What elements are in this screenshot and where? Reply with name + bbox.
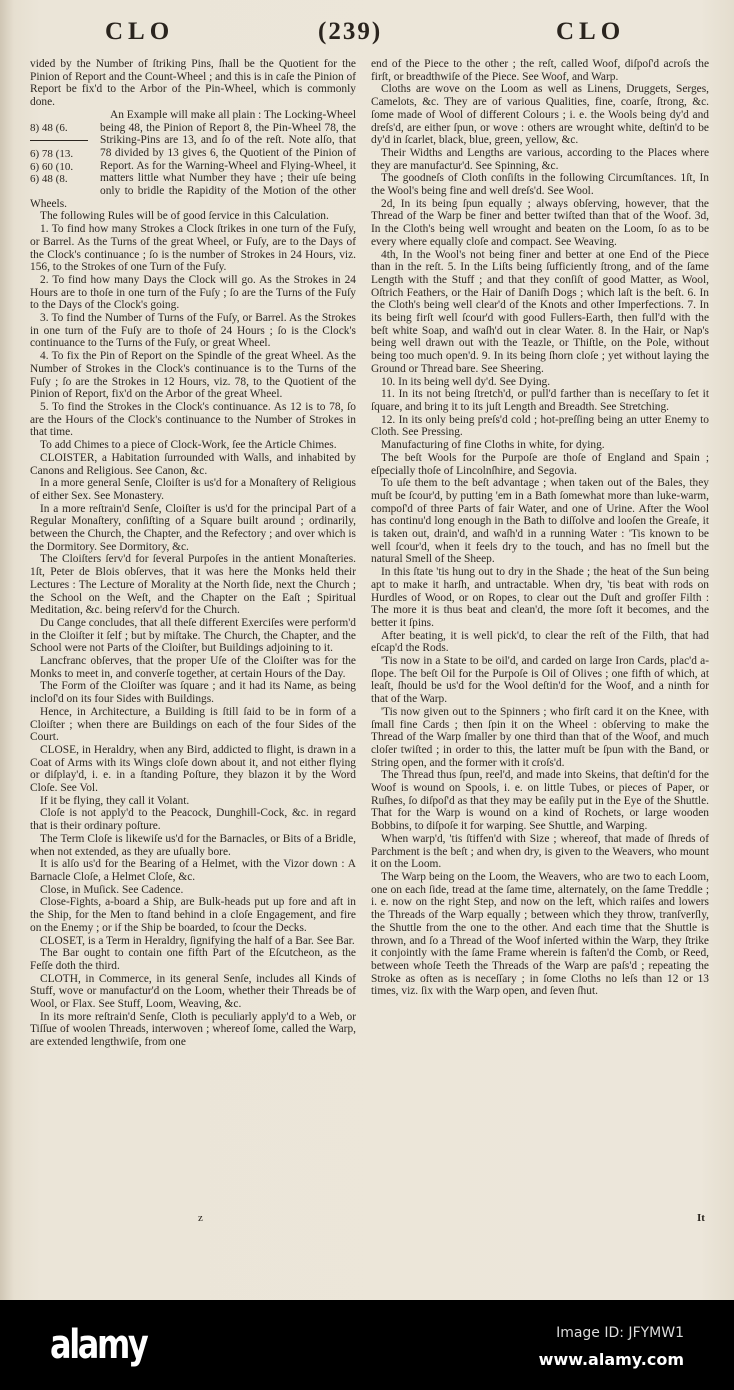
calc-rule xyxy=(30,140,88,148)
paragraph: If it be flying, they call it Volant. xyxy=(40,794,190,807)
paragraph: CLOSE, in Heraldry, when any Bird, addicted to flight, is drawn in a Coat of Arms with its Wings cloſe down about it, and not either flying or diſplay'd, i. e. in a ſtanding Poſture, they blazon it by the Word Cloſe. See Vol. xyxy=(30,743,356,795)
paragraph: Cloſe is not apply'd to the Peacock, Dunghill-Cock, &c. in regard that is their ordinary poſture. xyxy=(30,807,356,833)
paragraph: The Warp being on the Loom, the Weavers, who are two to each Loom, one on each ſide, tread at the ſame time, alternately, on the ſame Treddle ; i. e. now on the right Step, and now on the left, which raiſes and lowers the Threads of the Warp equally ; between which they throw, tranſverſly, the Shuttle from the one to the other. And each time that the Shuttle is thrown, and ſo a Thread of the Woof inſerted within the Warp, they ſtrike it conjointly with the ſame Frame wherein is faſten'd the Comb, or Reed, between whoſe Teeth the Threads of the Warp are paſs'd ; repeating the Stroke as often as is neceſſary ; in ſome Cloths no leſs than 12 or 13 times, viz. ſix with the Warp open, and ſeven ſhut. xyxy=(371,871,709,998)
page-number: (239) xyxy=(318,18,383,45)
paragraph: In its more reſtrain'd Senſe, Cloth is peculiarly apply'd to a Web, or Tiſſue of woolen Threads, interwoven ; whereof ſome, called the Warp, are extended lengthwiſe, from one xyxy=(30,1010,356,1049)
paragraph: The Form of the Cloiſter was ſquare ; and it had its Name, as being incloſ'd on its four Sides with Buildings. xyxy=(30,680,356,706)
paragraph: 2d, In its being ſpun equally ; always obſerving, however, that the Thread of the Warp be finer and better twiſted than that of the Woof. 3d, In the Cloth's being well wrought and beaten on the Loom, ſo as to be every where equally cloſe and compact. See Weaving. xyxy=(371,197,709,248)
left-paragraphs xyxy=(30,210,356,1048)
paragraph: The beſt Wools for the Purpoſe are thoſe of England and Spain ; eſpecially thoſe of Lincolnſhire, and Segovia. xyxy=(371,451,709,477)
paragraph: Close-Fights, a-board a Ship, are Bulk-heads put up fore and aft in the Ship, for the Men to ſtand behind in a cloſe Engagement, and fire on the Enemy ; or if the Ship be boarded, to ſcour the Decks. xyxy=(30,896,356,934)
paragraph: 11. In its not being ſtretch'd, or pull'd farther than is neceſſary to ſet it ſquare, and bring it to its juſt Length and Breadth. See Stretching. xyxy=(371,388,709,413)
paragraph: After beating, it is well pick'd, to clear the reſt of the Filth, that had eſcap'd the Rods. xyxy=(371,629,709,655)
paragraph: Their Widths and Lengths are various, according to the Places where they are manufactur'd. See Spinning, &c. xyxy=(371,146,709,172)
paragraph: An Example will make all plain : The Locking-Wheel being 48, the Pinion of Report 8, the Pin-Wheel 78, the Striking-Pins are 13, and ſo of the reſt. Note alſo, that 78 divided by 13 gives 6, the Quotient of the Pinion of Report. As for the Warning-Wheel and Flying-Wheel, it matters little what Number they have ; their uſe being only to bridle the Rapidity of the Motion of the other Wheels. xyxy=(30,108,356,210)
paragraph: 5. To find the Strokes in the Clock's continuance. As 12 is to 78, ſo are the Hours of the Clock's continuance to the Number of Strokes in that time. xyxy=(30,400,356,439)
right-paragraphs xyxy=(371,58,709,998)
paragraph: The goodneſs of Cloth conſiſts in the following Circumſtances. 1ſt, In the Wool's being fine and well dreſs'd. See Wool. xyxy=(371,172,709,198)
paragraph: Hence, in Architecture, a Building is ſtill ſaid to be in form of a Cloiſter ; when there are Buildings on each of the four Sides of the Court. xyxy=(30,705,356,744)
paragraph: 2. To find how many Days the Clock will go. As the Strokes in 24 Hours are to thoſe in one turn of the Fuſy ; ſo are the Turns of the Fuſy to the Days of the Clock's going. xyxy=(30,273,356,312)
division-calculation xyxy=(30,122,94,186)
site-url: www.alamy.com xyxy=(538,1350,684,1369)
paragraph: 3. To find the Number of Turns of the Fuſy, or Barrel. As the Strokes in one turn of the Fuſy are to thoſe of 24 Hours ; ſo is the Clock's continuance to the Turns of the Fuſy, or great Wheel. xyxy=(30,312,356,350)
catchword: It xyxy=(697,1212,705,1224)
paragraph: 10. In its being well dy'd. See Dying. xyxy=(381,375,551,388)
paragraph: Lancfranc obſerves, that the proper Uſe of the Cloiſter was for the Monks to meet in, and converſe together, at certain Hours of the Day. xyxy=(30,655,356,680)
paragraph: end of the Piece to the other ; the reſt, called Woof, diſpoſ'd acroſs the firſt, or breadthwiſe of the Piece. See Woof, and Warp. xyxy=(371,58,709,83)
paragraph: CLOSET, is a Term in Heraldry, ſignifying the half of a Bar. See Bar. xyxy=(40,934,355,947)
paragraph: vided by the Number of ſtriking Pins, ſhall be the Quotient for the Pinion of Report and the Count-Wheel ; and this is in caſe the Pinion of Report be fix'd to the Arbor of the Pin-Wheel, which is commonly done. xyxy=(30,58,356,109)
left-column xyxy=(30,58,356,1049)
right-column xyxy=(371,58,709,998)
paragraph: The following Rules will be of good ſervice in this Calculation. xyxy=(40,210,329,223)
paragraph: To add Chimes to a piece of Clock-Work, ſee the Article Chimes. xyxy=(40,439,337,452)
paragraph: Manufacturing of fine Cloths in white, for dying. xyxy=(381,439,605,452)
stock-banner xyxy=(0,1300,734,1390)
calc-line: 6) 48 (8. xyxy=(30,173,68,186)
paragraph: When warp'd, 'tis ſtiffen'd with Size ; whereof, that made of ſhreds of Parchment is the beſt ; and when dry, is given to the Weavers, who mount it on the Loom. xyxy=(371,832,709,871)
paragraph: CLOISTER, a Habitation ſurrounded with Walls, and inhabited by Canons and Religious. See Canon, &c. xyxy=(30,451,356,477)
image-id: Image ID: JFYMW1 xyxy=(556,1325,684,1341)
paragraph: In a more reſtrain'd Senſe, Cloiſter is us'd for the principal Part of a Regular Monaſtery, conſiſting of a Square built around ; ordinarily, between the Church, the Chapter, and the Refectory ; and over which is the Dormitory. See Dormitory, &c. xyxy=(30,502,356,553)
paragraph: 'Tis now in a State to be oil'd, and carded on large Iron Cards, plac'd a-ſlope. The beſt Oil for the Purpoſe is Oil of Olives ; one fifth of which, at leaſt, ſhould be us'd for the Wool deſtin'd for the Woof, and a ninth for that of the Warp. xyxy=(371,655,709,706)
running-head-left: CLO xyxy=(105,18,175,45)
calc-line: 6) 78 (13. xyxy=(30,147,74,160)
paragraph: 4. To fix the Pin of Report on the Spindle of the great Wheel. As the Number of Strokes in the Clock's continuance is to the Turns of the Fuſy ; ſo are the Strokes in 12 Hours, viz. 78, to the Quotient of the Pinion of Report, fix'd on the Arbor of the great Wheel. xyxy=(30,350,356,401)
paragraph: In a more general Senſe, Cloiſter is us'd for a Monaſtery of Religious of either Sex. See Monastery. xyxy=(30,477,356,502)
paragraph: Du Cange concludes, that all theſe different Exerciſes were perform'd in the Cloiſter it ſelf ; but by miſtake. The Church, the Chapter, and the School were not Parts of the Cloiſter, but Buildings adjoining to it. xyxy=(30,616,356,655)
running-head-right: CLO xyxy=(556,18,626,45)
paragraph: It is alſo us'd for the Bearing of a Helmet, with the Vizor down : A Barnacle Cloſe, a Helmet Cloſe, &c. xyxy=(30,858,356,883)
paragraph: 'Tis now given out to the Spinners ; who firſt card it on the Knee, with ſmall fine Cards ; then ſpin it on the Wheel : obſerving to make the Thread of the Warp ſmaller by one third than that of the Woof, and much cloſer twiſted ; in order to this, the latter muſt be ſpun with the Band, or String open, and the former with it croſs'd. xyxy=(371,705,709,769)
paragraph: In this ſtate 'tis hung out to dry in the Shade ; the heat of the Sun being apt to make it harſh, and untractable. When dry, 'tis beat with rods on Hurdles of Wood, or on Ropes, to clear out the Duſt and groſſer Filth : The more it is thus beat and clean'd, the more ſoft it becomes, and the better it ſpins. xyxy=(371,566,709,629)
paragraph: The Cloiſters ſerv'd for ſeveral Purpoſes in the antient Monaſteries. 1ſt, Peter de Blois obſerves, that it was here the Monks held their Lectures : The Lecture of Morality at the North ſide, next the Church ; the School on the Weſt, and the Chapter on the Eaſt ; Spiritual Meditation, &c. being reſerv'd for the Church. xyxy=(30,553,356,617)
paragraph: Close, in Muſick. See Cadence. xyxy=(40,883,184,896)
paragraph: 4th, In the Wool's not being finer and better at one End of the Piece than in the reſt. 5. In the Liſts being ſufficiently ſtrong, and of the ſame Length with the Stuff ; and that they conſiſt of good Matter, as Wool, Oſtrich Feathers, or the Hair of Daniſh Dogs ; which laſt is the beſt. 6. In the Cloth's being well clear'd of the Knots and other Imperfections. 7. In its being firſt well ſcour'd with good Fullers-Earth, then full'd with the beſt white Soap, and waſh'd out in clear Water. 8. In the Hair, or Nap's being well drawn out with the Teazle, or Thiſtle, on the Pole, without being too much open'd. 9. In its being ſhorn cloſe ; yet without laying the Ground or Thread bare. See Sheering. xyxy=(371,248,709,375)
calc-line: 6) 60 (10. xyxy=(30,160,74,173)
calc-line: 8) 48 (6. xyxy=(30,121,68,134)
paragraph: 1. To find how many Strokes a Clock ſtrikes in one turn of the Fuſy, or Barrel. As the Turns of the great Wheel, or Fuſy, are to the Days of the Clock's continuance ; ſo is the number of Strokes in 24 Hours, viz. 156, to the Strokes of one Turn of the Fuſy. xyxy=(30,223,356,274)
paragraph: CLOTH, in Commerce, in its general Senſe, includes all Kinds of Stuff, wove or manufactur'd on the Loom, whether their Threads be of Wool, or Flax. See Stuff, Loom, Weaving, &c. xyxy=(30,972,356,1011)
paragraph: 12. In its only being preſs'd cold ; hot-preſſing being an utter Enemy to Cloth. See Pressing. xyxy=(371,413,709,439)
alamy-logo: alamy xyxy=(50,1322,147,1368)
paragraph: The Term Cloſe is likewiſe us'd for the Barnacles, or Bits of a Bridle, when not extended, as they are uſually bore. xyxy=(30,832,356,858)
paragraph: To uſe them to the beſt advantage ; when taken out of the Bales, they muſt be ſcour'd, by putting 'em in a Bath ſomewhat more than luke-warm, compoſ'd of three Parts of fair Water, and one of Urine. After the Wool has continu'd long enough in the Bath to diſſolve and looſen the Greaſe, it is taken out, drain'd, and waſh'd in a running Water : 'Tis known to be well ſcour'd, when it feels dry to the touch, and has no ſmell but the natural Smell of the Sheep. xyxy=(371,477,709,566)
paragraph: The Bar ought to contain one fifth Part of the Eſcutcheon, as the Feſſe doth the third. xyxy=(30,947,356,972)
signature-mark: z xyxy=(198,1212,203,1224)
paragraph: The Thread thus ſpun, reel'd, and made into Skeins, that deſtin'd for the Woof is wound on Spools, i. e. on little Tubes, or pieces of Paper, or Ruſhes, ſo diſpoſ'd as that they may be eaſily put in the Eye of the Shuttle. That for the Warp is wound on a kind of Rochets, or large wooden Bobbins, to diſpoſe it for warping. See Shuttle, and Warping. xyxy=(371,769,709,833)
paragraph: Cloths are wove on the Loom as well as Linens, Druggets, Serges, Camelots, &c. They are of various Qualities, fine, coarſe, ſtrong, &c. ſome made of Wool of different Colours ; i. e. the Wools being dy'd and dreſs'd, are either ſpun, or wove : others are wrought white, deſtin'd to be dy'd in ſcarlet, black, blue, green, yellow, &c. xyxy=(371,83,709,147)
example-block xyxy=(30,109,356,211)
